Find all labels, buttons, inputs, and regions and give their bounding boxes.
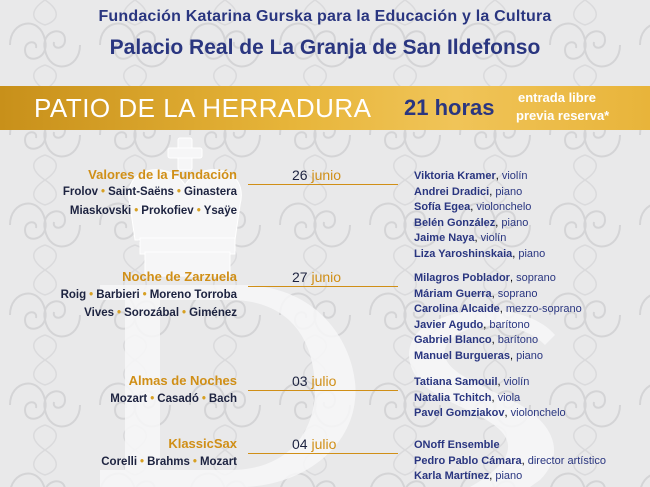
event-date [292,373,336,389]
composer: Miaskovski [69,205,132,217]
banner-entry-note: entrada libre [518,90,597,105]
composer: Saint-Saëns [108,186,174,198]
composer: Bach [208,393,237,405]
performer: Liza Yaroshinskaia, piano [414,247,546,260]
performer: Máriam Guerra, soprano [414,287,538,300]
performer-list [414,169,545,262]
performer: Javier Agudo, barítono [414,318,530,331]
banner-time: 21 horas [404,95,495,120]
event-title: KlassicSax [168,436,237,451]
venue-title: Palacio Real de La Granja de San Ildefonso [109,36,541,59]
event-title: Valores de la Fundación [88,167,237,182]
event-month: junio [311,167,342,183]
composer: Corelli [101,456,138,468]
performer: Viktoria Kramer, violín [414,170,528,182]
performer: Pedro Pablo Cámara, director artístico [414,454,606,467]
date-divider [248,453,398,454]
composer-line: Miaskovski • Prokofiev • Ysaÿe [69,205,237,217]
event-title: Noche de Zarzuela [122,269,237,284]
event-day: 27 [292,269,308,285]
composer: Vives [84,307,115,319]
composer: Frolov [62,186,99,198]
performer: Jaime Naya, violín [414,232,507,244]
performer: Pavel Gomziakov, violonchelo [414,407,566,419]
composer: Sorozábal [124,307,180,319]
performer: Tatiana Samouil, violín [414,376,530,388]
event-date [292,436,336,452]
performer: ONoff Ensemble [414,439,500,451]
event-day: 03 [292,373,308,389]
composer: Mozart [110,393,148,405]
composer: Barbieri [96,289,140,301]
composer: Ginastera [183,186,237,198]
performer: Karla Martínez, piano [414,470,523,482]
performer: Natalia Tchitch, viola [414,391,521,404]
date-divider [248,390,398,391]
composer: Roig [60,289,87,301]
performer: Manuel Burgueras, piano [414,349,544,362]
performer: Belén González, piano [414,216,529,229]
composer: Brahms [147,456,190,468]
composer-line: Vives • Sorozábal • Giménez [84,307,237,319]
composer-line: Corelli • Brahms • Mozart [101,456,237,468]
event-date [292,167,341,183]
date-divider [248,184,398,185]
composer: Moreno Torroba [149,289,237,301]
venue-banner [0,86,650,130]
banner-title: PATIO DE LA HERRADURA [34,93,372,123]
event-day: 04 [292,436,308,452]
event-date [292,269,341,285]
performer: Carolina Alcaide, mezzo-soprano [414,303,582,315]
event-month: junio [311,269,342,285]
banner-reservation-note: previa reserva* [516,108,610,123]
performer: Sofía Egea, violonchelo [414,201,532,213]
composer: Prokofiev [141,205,194,217]
composer-line: Mozart • Casadó • Bach [110,393,237,405]
performer: Gabriel Blanco, barítono [414,334,539,346]
performer: Andrei Dradici, piano [414,185,523,198]
event-month: julio [311,373,337,389]
composer: Giménez [189,307,237,319]
event-title: Almas de Noches [128,373,237,388]
composer: Mozart [199,456,237,468]
composer: Ysaÿe [203,205,237,217]
performer: Milagros Poblador, soprano [414,272,556,284]
performer-list [414,438,606,485]
foundation-title: Fundación Katarina Gurska para la Educación y la Cultura [98,8,552,25]
composer: Casadó [157,393,199,405]
composer-line: Frolov • Saint-Saëns • Ginastera [62,186,237,198]
composer-line: Roig • Barbieri • Moreno Torroba [60,289,237,301]
event-day: 26 [292,167,308,183]
performer-list [414,375,566,422]
event-month: julio [311,436,337,452]
date-divider [248,286,398,287]
performer-list [414,271,582,364]
